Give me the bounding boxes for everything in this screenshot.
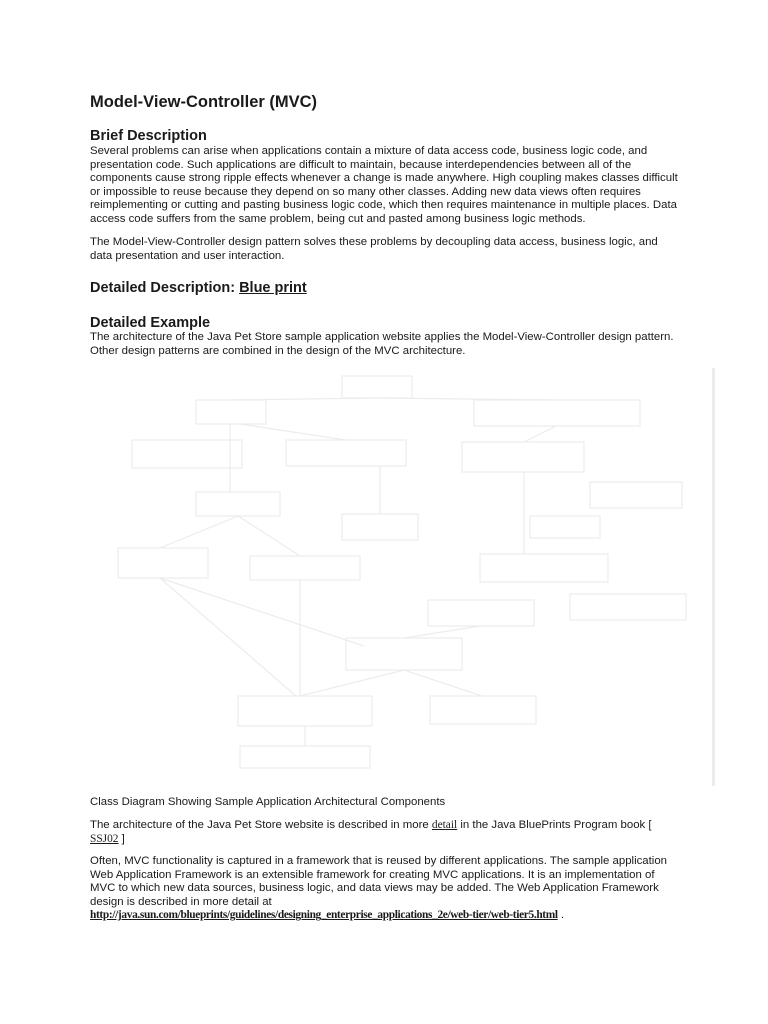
detailed-example-heading: Detailed Example	[90, 315, 211, 331]
reference-close: ]	[118, 832, 125, 845]
more-detail-text: The architecture of the Java Pet Store website is described in more	[90, 819, 432, 831]
framework-end: .	[557, 909, 565, 922]
framework-text: Often, MVC functionality is captured in a framework that is reused by different applications. The sample application Web Application Framework is an extensible framework for creating MVC applications. It is an implementation of MVC to which new data sources, business logic, and data views may be added. The Web Application Framework design is described in more detail at	[90, 855, 668, 908]
class-diagram-image	[100, 362, 720, 790]
framework-paragraph	[90, 855, 682, 923]
framework-url-link[interactable]: http://java.sun.com/blueprints/guidelines/designing_enterprise_applications_2e/web-tier/web-tier5.html	[90, 909, 558, 922]
diagram-caption: Class Diagram Showing Sample Application Architectural Components	[90, 796, 446, 808]
more-detail-paragraph	[90, 819, 682, 846]
ssj02-reference-link[interactable]: SSJ02	[90, 832, 119, 845]
blueprint-link[interactable]: Blue print	[239, 280, 307, 296]
brief-description-paragraph: Several problems can arise when applications contain a mixture of data access code, business logic code, and presentation code. Such applications are difficult to maintain, because interdependencies between all of the components cause strong ripple effects whenever a change is made anywhere. High coupling makes classes difficult or impossible to reuse because they depend on so many other classes. Adding new data views often requires reimplementing or cutting and pasting business logic code, which then requires maintenance in multiple places. Data access code suffers from the same problem, being cut and pasted among business logic methods.	[90, 145, 678, 225]
detail-link[interactable]: detail	[431, 819, 458, 831]
brief-description-heading: Brief Description	[90, 128, 207, 144]
detailed-example-paragraph: The architecture of the Java Pet Store sample application website applies the Model-View-Controller design pattern. Other design patterns are combined in the design of the MVC architecture.	[90, 331, 674, 357]
detailed-description-label: Detailed Description:	[90, 280, 236, 296]
page-title: Model-View-Controller (MVC)	[90, 93, 318, 111]
mvc-solution-paragraph: The Model-View-Controller design pattern solves these problems by decoupling data access, business logic, and data presentation and user interaction.	[90, 236, 658, 262]
diagram-scrollbar[interactable]	[712, 368, 715, 786]
detailed-description-heading	[90, 280, 307, 296]
more-detail-text-2: in the Java BluePrints Program book [	[457, 819, 652, 831]
